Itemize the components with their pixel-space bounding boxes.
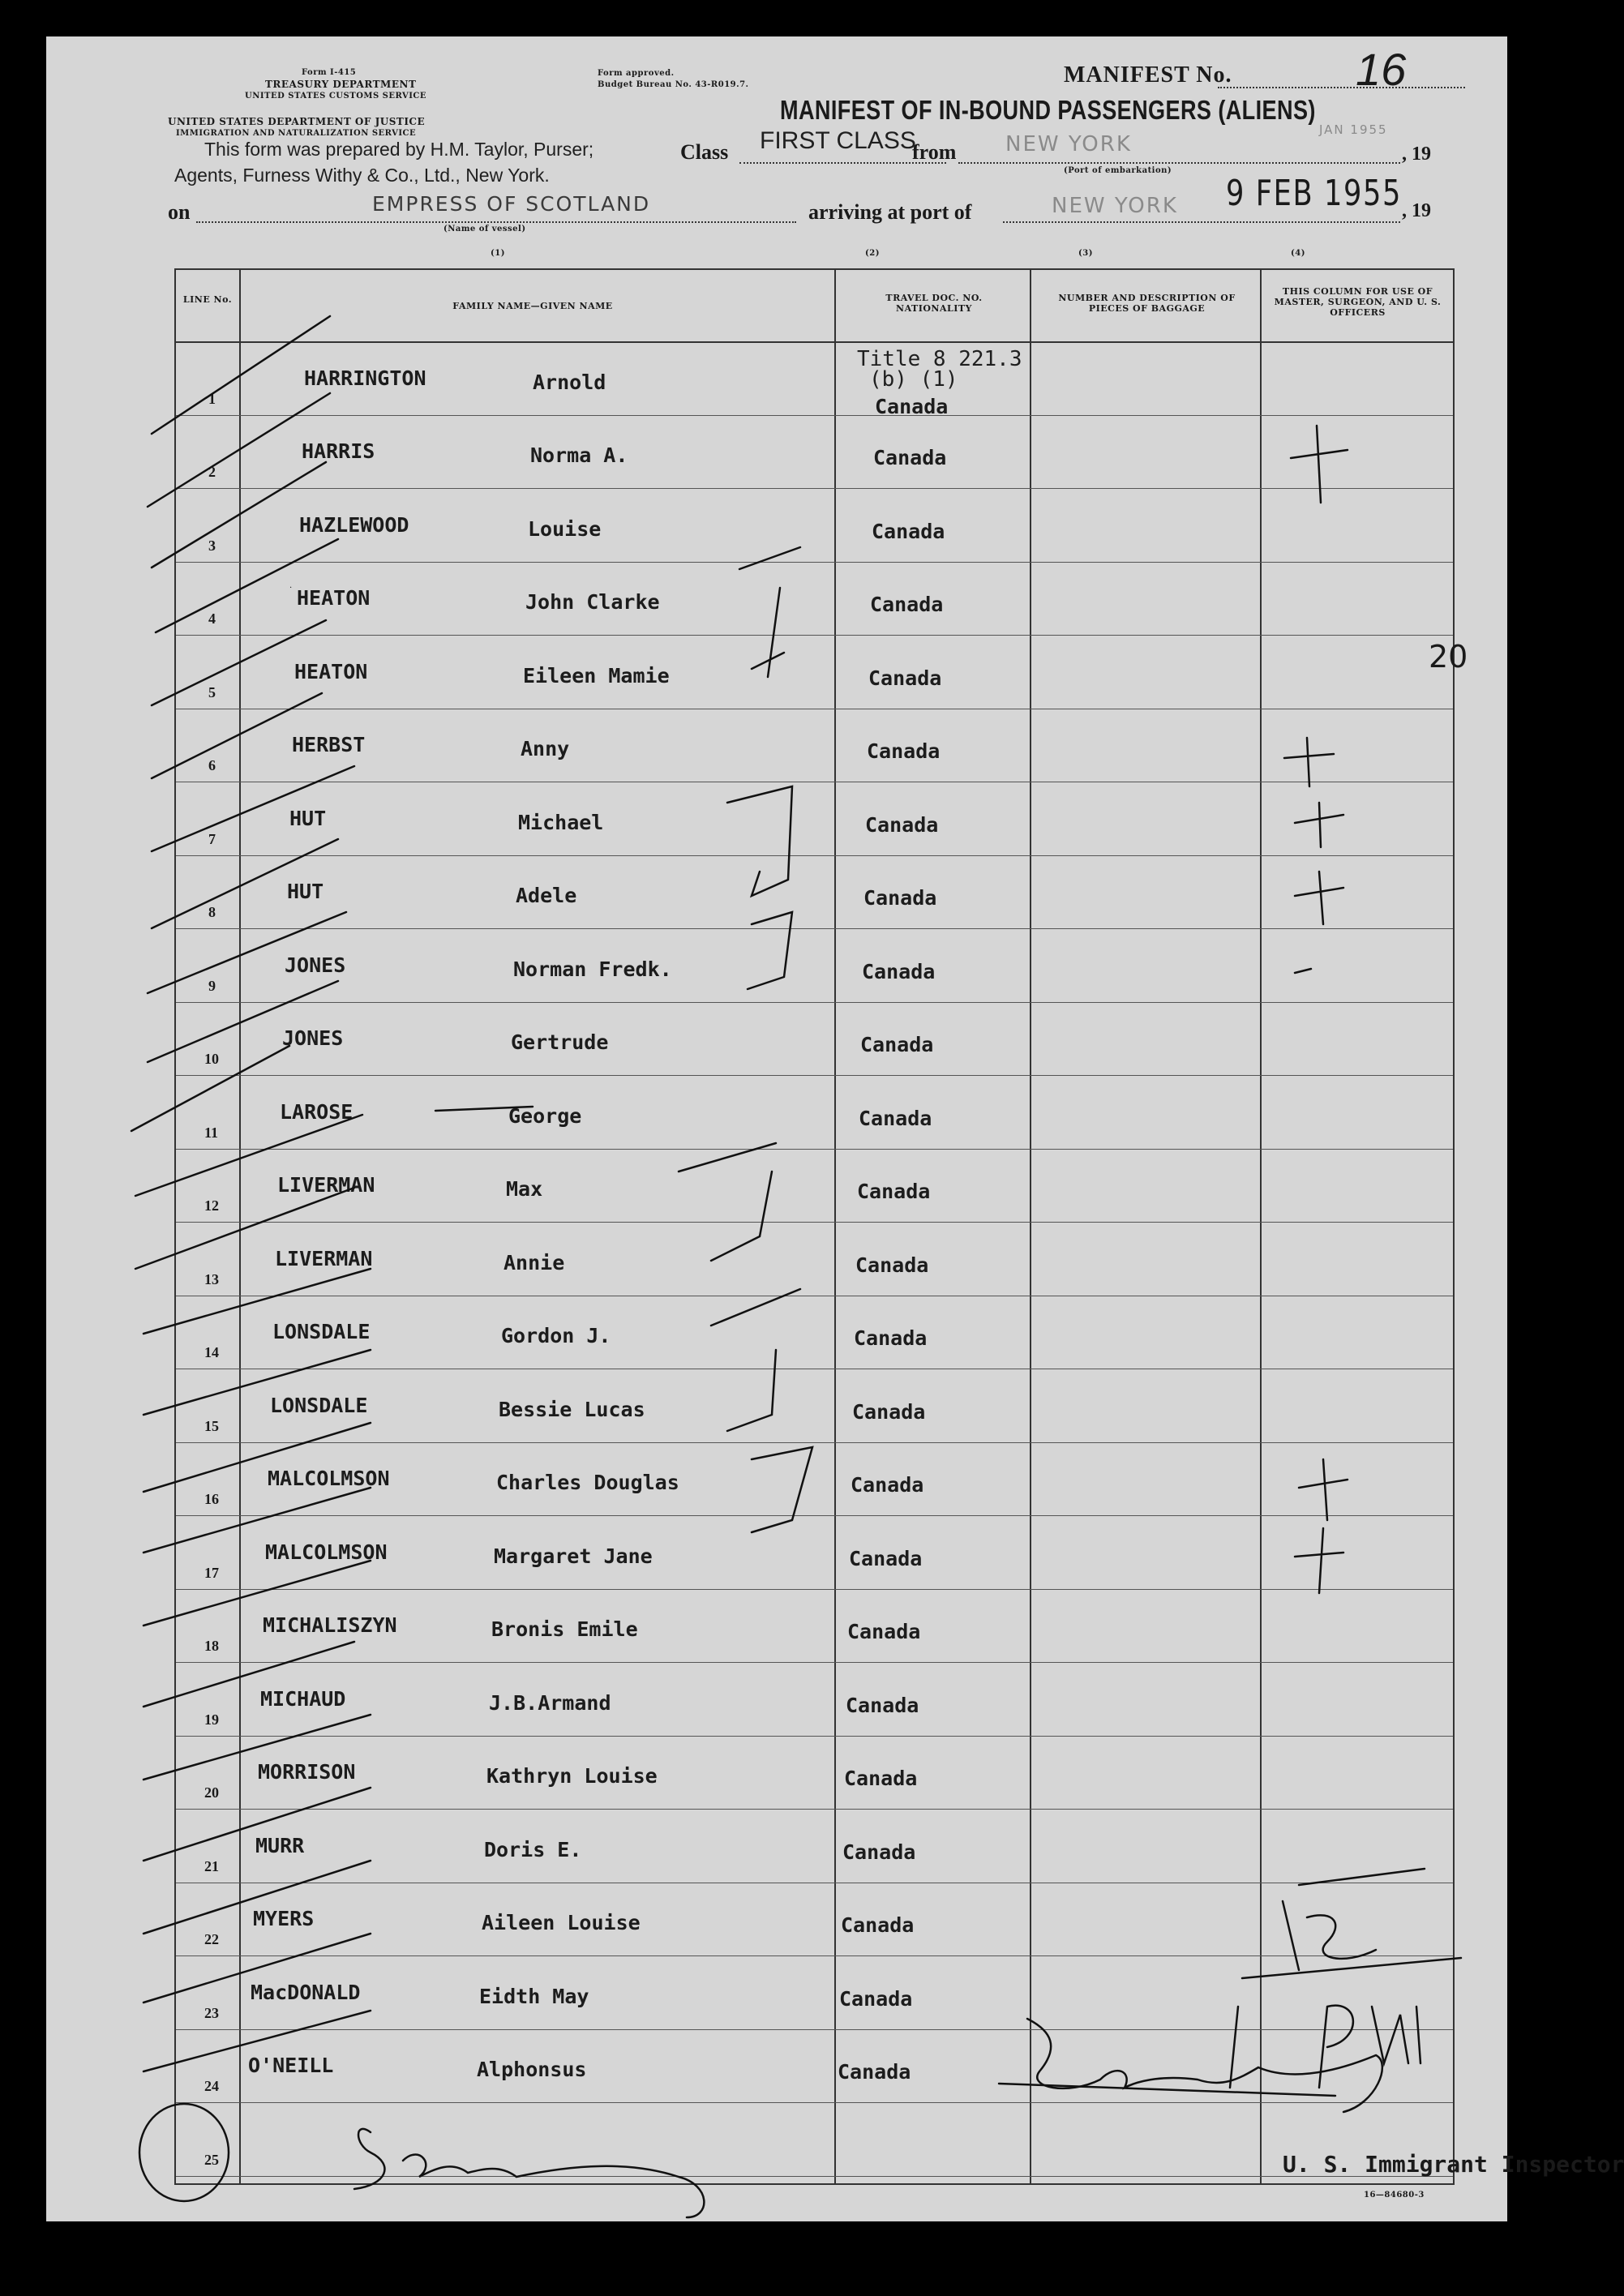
family-name: LONSDALE bbox=[270, 1393, 368, 1417]
family-name: HUT bbox=[287, 880, 324, 903]
line-number: 16 bbox=[204, 1491, 219, 1507]
nationality: Canada bbox=[854, 1326, 928, 1350]
line-number: 12 bbox=[204, 1197, 219, 1214]
nationality: Canada bbox=[839, 1986, 913, 2011]
family-name: O'NEILL bbox=[248, 2054, 334, 2077]
nationality: Canada bbox=[846, 1693, 919, 1717]
officer-note-row5: 20 bbox=[1429, 639, 1468, 675]
family-name: HEATON bbox=[297, 586, 371, 610]
line-number: 15 bbox=[204, 1417, 219, 1434]
family-name: MYERS bbox=[253, 1907, 315, 1930]
family-name: LAROSE bbox=[280, 1099, 354, 1124]
title8-line1: Title 8 221.3 bbox=[857, 347, 1022, 371]
nationality: Canada bbox=[873, 446, 947, 469]
family-name: HERBST bbox=[292, 733, 366, 756]
nationality: Canada bbox=[867, 739, 941, 763]
given-name: Gordon J. bbox=[501, 1324, 611, 1347]
line-number: 22 bbox=[204, 1931, 219, 1947]
arriving-port: NEW YORK bbox=[1052, 194, 1178, 218]
form-approved: Form approved. bbox=[598, 69, 675, 78]
line-number: 9 bbox=[208, 977, 216, 994]
budget-bureau: Budget Bureau No. 43-R019.7. bbox=[598, 80, 749, 89]
given-name: Eileen Mamie bbox=[523, 663, 670, 688]
year-suffix-2: , 19 bbox=[1402, 200, 1431, 221]
given-name: Max bbox=[506, 1177, 543, 1201]
line-number: 2 bbox=[208, 464, 216, 480]
stray-mark: . bbox=[289, 581, 293, 590]
line-number: 13 bbox=[204, 1270, 219, 1287]
nationality: Canada bbox=[865, 812, 939, 837]
family-name: MALCOLMSON bbox=[265, 1540, 388, 1564]
family-name: MICHALISZYN bbox=[263, 1613, 397, 1637]
family-name: HARRIS bbox=[302, 439, 375, 463]
class-label: Class bbox=[680, 140, 729, 164]
line-number: 3 bbox=[208, 537, 216, 554]
nationality: Canada bbox=[855, 1253, 929, 1277]
nationality: Canada bbox=[870, 593, 944, 616]
given-name: Adele bbox=[516, 884, 577, 907]
family-name: HEATON bbox=[294, 659, 368, 683]
given-name: Michael bbox=[518, 810, 604, 834]
line-number: 18 bbox=[204, 1638, 219, 1654]
family-name: MALCOLMSON bbox=[268, 1467, 390, 1490]
justice-dept: UNITED STATES DEPARTMENT OF JUSTICE bbox=[168, 116, 426, 127]
given-name: Louise bbox=[528, 516, 602, 541]
family-name: LONSDALE bbox=[272, 1320, 371, 1343]
treasury-dept: TREASURY DEPARTMENT bbox=[265, 79, 417, 90]
family-name: HAZLEWOOD bbox=[299, 512, 409, 537]
given-name: Aileen Louise bbox=[482, 1911, 641, 1934]
vessel-name: EMPRESS OF SCOTLAND bbox=[372, 192, 651, 216]
form-code: 16—84680-3 bbox=[1364, 2191, 1425, 2200]
family-name: MURR bbox=[255, 1833, 305, 1857]
nationality: Canada bbox=[859, 1106, 932, 1130]
family-name: HARRINGTON bbox=[304, 366, 426, 390]
line-number: 20 bbox=[204, 1784, 219, 1801]
line-number: 17 bbox=[204, 1564, 219, 1581]
ins-service: IMMIGRATION AND NATURALIZATION SERVICE bbox=[176, 129, 417, 138]
family-name: HUT bbox=[289, 806, 327, 830]
manifest-title: MANIFEST OF IN-BOUND PASSENGERS (ALIENS) bbox=[780, 95, 1316, 125]
nationality: Canada bbox=[868, 666, 942, 690]
line-number: 6 bbox=[208, 757, 216, 773]
from-value: NEW YORK bbox=[1005, 132, 1132, 156]
line-number: 21 bbox=[204, 1857, 219, 1874]
line-number: 5 bbox=[208, 683, 216, 700]
given-name: Norman Fredk. bbox=[513, 957, 672, 981]
given-name: Bronis Emile bbox=[491, 1617, 638, 1641]
nationality: Canada bbox=[875, 394, 949, 418]
family-name: JONES bbox=[282, 1026, 344, 1050]
from-label: from bbox=[912, 140, 957, 164]
header-officers: THIS COLUMN FOR USE OF MASTER, SURGEON, AND U. S. OFFICERS bbox=[1274, 286, 1442, 318]
line-number: 11 bbox=[204, 1124, 219, 1141]
arrival-date-stamp: 9 FEB 1955 bbox=[1226, 173, 1402, 214]
given-name: Charles Douglas bbox=[496, 1471, 679, 1494]
line-number: 19 bbox=[204, 1711, 219, 1728]
line-number: 7 bbox=[208, 830, 216, 847]
title8-line2: (b) (1) bbox=[869, 367, 958, 392]
family-name: LIVERMAN bbox=[275, 1246, 373, 1270]
col-num-3: (3) bbox=[1078, 249, 1093, 258]
header-baggage: NUMBER AND DESCRIPTION OF PIECES OF BAGGAGE bbox=[1058, 293, 1236, 314]
nationality: Canada bbox=[849, 1546, 923, 1570]
arriving-label: arriving at port of bbox=[808, 200, 972, 224]
given-name: Gertrude bbox=[511, 1030, 609, 1054]
prepared-by-line1: This form was prepared by H.M. Taylor, Purser; bbox=[204, 139, 594, 160]
given-name: Eidth May bbox=[479, 1984, 589, 2008]
given-name: J.B.Armand bbox=[489, 1690, 611, 1715]
nationality: Canada bbox=[847, 1620, 921, 1643]
line-number: 10 bbox=[204, 1051, 219, 1067]
header-line-no: LINE No. bbox=[182, 294, 233, 305]
prepared-by-line2: Agents, Furness Withy & Co., Ltd., New York. bbox=[174, 165, 550, 186]
given-name: Norma A. bbox=[530, 443, 628, 467]
port-embarkation-caption: (Port of embarkation) bbox=[1064, 166, 1172, 175]
given-name: Kathryn Louise bbox=[486, 1764, 658, 1788]
customs-service: UNITED STATES CUSTOMS SERVICE bbox=[245, 92, 426, 101]
nationality: Canada bbox=[862, 959, 936, 983]
nationality: Canada bbox=[863, 886, 937, 910]
nationality: Canada bbox=[860, 1033, 934, 1056]
line-number: 25 bbox=[204, 2151, 219, 2168]
manifest-page bbox=[46, 36, 1624, 2221]
line-number: 23 bbox=[204, 2004, 219, 2021]
nationality: Canada bbox=[852, 1399, 926, 1424]
line-number: 14 bbox=[204, 1344, 219, 1360]
given-name: Anny bbox=[521, 737, 570, 760]
col-num-4: (4) bbox=[1291, 249, 1305, 258]
class-value: FIRST CLASS bbox=[760, 127, 916, 154]
manifest-label: MANIFEST No. bbox=[1064, 62, 1232, 88]
family-name: MacDONALD bbox=[251, 1980, 361, 2004]
header-travel-doc: TRAVEL DOC. NO. NATIONALITY bbox=[885, 293, 983, 314]
col-num-1: (1) bbox=[491, 249, 505, 258]
given-name: Annie bbox=[503, 1250, 565, 1274]
nationality: Canada bbox=[872, 519, 945, 543]
given-name: Alphonsus bbox=[477, 2058, 587, 2081]
nationality: Canada bbox=[851, 1473, 924, 1497]
on-label: on bbox=[168, 200, 191, 224]
given-name: Arnold bbox=[533, 370, 606, 394]
date-stamp-small: JAN 1955 bbox=[1319, 122, 1388, 137]
given-name: John Clarke bbox=[525, 590, 660, 614]
given-name: Bessie Lucas bbox=[499, 1397, 645, 1421]
line-number: 24 bbox=[204, 2078, 219, 2094]
family-name: MICHAUD bbox=[260, 1686, 346, 1711]
line-number: 4 bbox=[208, 610, 216, 627]
year-suffix: , 19 bbox=[1402, 144, 1431, 165]
family-name: MORRISON bbox=[258, 1760, 356, 1784]
nationality: Canada bbox=[857, 1180, 931, 1203]
col-num-2: (2) bbox=[865, 249, 880, 258]
handwritten-marks bbox=[46, 36, 1507, 2221]
given-name: Margaret Jane bbox=[494, 1544, 653, 1568]
line-number: 8 bbox=[208, 904, 216, 920]
nationality: Canada bbox=[842, 1840, 916, 1864]
nationality: Canada bbox=[844, 1767, 918, 1790]
form-number: Form I-415 bbox=[302, 68, 357, 77]
manifest-number: 16 bbox=[1356, 44, 1407, 95]
given-name: Doris E. bbox=[484, 1837, 582, 1861]
nationality: Canada bbox=[841, 1913, 915, 1937]
family-name: LIVERMAN bbox=[277, 1173, 375, 1197]
nationality: Canada bbox=[838, 2060, 911, 2084]
vessel-caption: (Name of vessel) bbox=[443, 225, 526, 233]
line-number: 1 bbox=[208, 390, 216, 407]
inspector-label: U. S. Immigrant Inspector bbox=[1283, 2151, 1624, 2178]
family-name: JONES bbox=[285, 953, 346, 977]
given-name: George bbox=[508, 1103, 582, 1128]
header-name: FAMILY NAME—GIVEN NAME bbox=[452, 301, 613, 311]
